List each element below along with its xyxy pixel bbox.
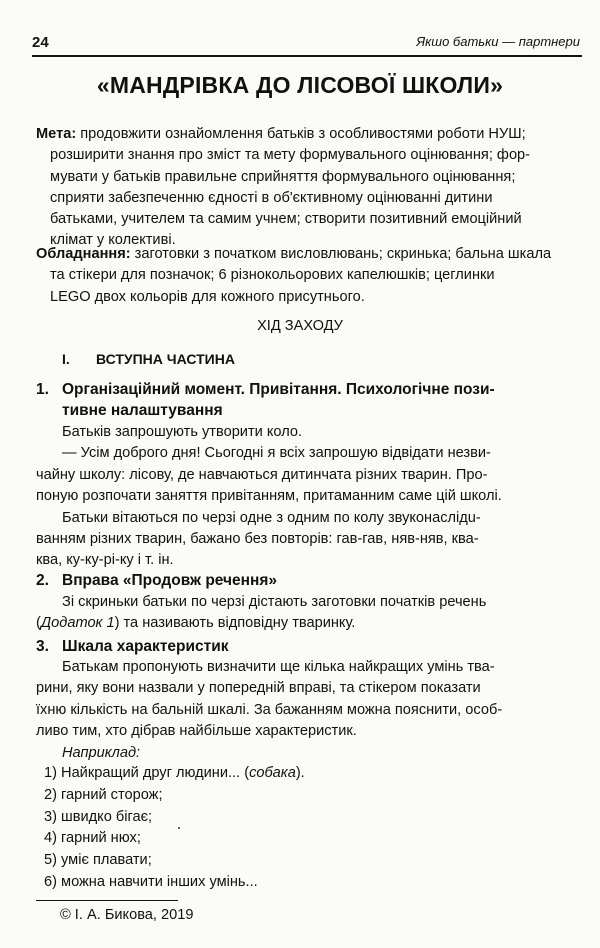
page-header [32,34,580,54]
item3-number: 3. [36,638,49,655]
list-item [44,872,305,894]
list-item [44,763,305,785]
item2-line: Зі скриньки батьки по черзі дістають заготовки початків речень [62,594,487,610]
item2-number: 2. [36,572,49,589]
list-item [44,850,305,872]
item3-line: ливо тим, хто дібрав найбільше характеристик. [36,723,357,740]
running-title: Якшо батьки — партнери [416,34,580,49]
example-list [44,763,305,894]
list-item-text: ). [295,765,305,781]
goal-line: продовжити ознайомлення батьків з особливостями роботи НУШ; [80,126,526,142]
item1-line: чайну школу: лісову, де навчаються дитинчата різних тварин. Про- [36,466,488,483]
list-item-text: 1) Найкращий друг людини... ( [44,765,250,781]
item2-line [36,613,584,634]
equipment-line: заготовки з початком висловлювань; скринька; бальна шкала [134,246,552,262]
section-title: ХІД ЗАХОДУ [257,318,343,334]
page-number: 24 [32,34,49,51]
list-item-text: 5) уміє плавати; [44,852,152,869]
item1-line: ванням різних тварин, бажано без повторів: гав-гав, няв-няв, ква- [36,531,479,548]
item2-text [36,592,584,635]
goal-line: батьками, учителем та самим учнем; створити позитивний емоційний [50,211,522,228]
item2-line-pre: ( [36,615,41,632]
equipment-line: LEGO двох кольорів для кожного присутнього. [50,288,365,305]
item1-text [36,422,584,572]
appendix-reference: Додаток 1 [40,615,115,632]
goal-line: мувати у батьків правильне сприйняття формувального оцінювання; [50,168,516,185]
footnote-rule [36,900,178,901]
part-number: I. [62,351,70,367]
example-label: Наприклад: [62,744,141,761]
page-title: «МАНДРІВКА ДО ЛІСОВОЇ ШКОЛИ» [96,72,504,98]
item1-line: Батьків запрошують утворити коло. [62,424,303,440]
list-item [44,828,305,850]
item1-line: — Усім доброго дня! Сьогодні я всіх запрошую відвідати незви- [62,445,491,462]
item3-line: рини, яку вони назвали у попередній вправі, та стікером показати [36,680,481,697]
goal-block [36,124,584,252]
equipment-line: та стікери для позначок; 6 різнокольорових капелюшків; цеглинки [50,267,495,284]
item1-heading [36,379,584,421]
list-item-text: 4) гарний нюх; [44,830,141,847]
header-rule [32,55,582,57]
item2-title: Вправа «Продовж речення» [62,572,278,589]
goal-line: розширити знання про зміст та мету формувального оцінювання; фор- [50,147,531,164]
list-item [44,785,305,807]
list-item-text: 2) гарний сторож; [44,786,163,803]
item1-title-line: Організаційний момент. Привітання. Психологічне пози- [62,381,495,398]
item1-number: 1. [36,381,49,398]
goal-label: Мета: [36,126,77,142]
item2-line-post: ) та називають відповідну тваринку. [114,615,356,632]
goal-line: клімат у колективі. [50,232,176,249]
equipment-label: Обладнання: [36,246,131,262]
item3-heading [36,636,584,657]
item3-line: Батькам пропонують визначити ще кілька найкращих умінь тва- [62,659,495,675]
item2-heading [36,570,584,591]
part-heading [62,351,235,367]
list-item-emphasis: собака [249,765,296,781]
item1-title-line: тивне налаштування [62,402,223,419]
list-item-text: 6) можна навчити інших умінь... [44,873,258,890]
equipment-block [36,244,584,308]
list-item [44,807,305,829]
item3-title: Шкала характеристик [62,638,229,655]
item1-line: ква, ку-ку-рі-ку і т. ін. [36,552,174,569]
list-item-text: 3) швидко бігає; [44,808,153,825]
part-title: ВСТУПНА ЧАСТИНА [96,351,235,367]
item3-text [36,657,584,764]
item1-line: Батьки вітаються по черзі одне з одним по колу звуконаслідu- [62,509,481,526]
copyright-notice: © І. А. Бикова, 2019 [60,907,194,923]
item1-line: поную розпочати заняття привітанням, притаманним саме цій школі. [36,488,502,505]
item3-line: їхню кількість на бальній шкалі. За бажанням можна пояснити, особ- [36,701,503,718]
goal-line: сприяти забезпеченню єдності в об'єктивному оцінюванні дитини [50,189,493,206]
stray-dot [178,827,180,829]
